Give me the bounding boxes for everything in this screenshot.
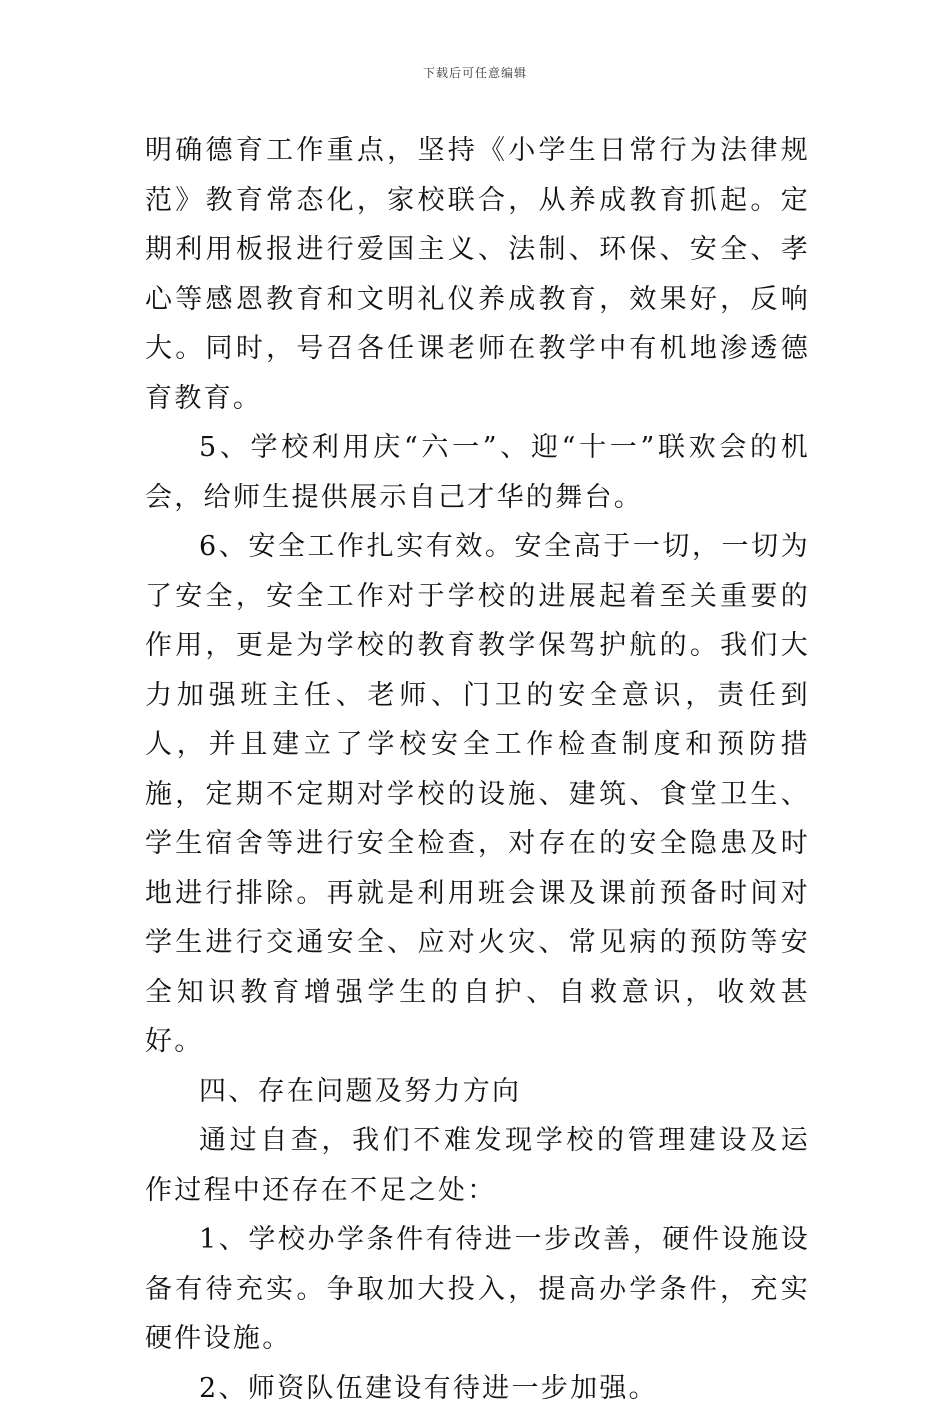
section-heading-problems: 四、存在问题及努力方向 <box>145 1067 810 1117</box>
paragraph-self-inspection: 通过自查，我们不难发现学校的管理建设及运作过程中还存在不足之处： <box>145 1116 810 1215</box>
paragraph-moral-education: 明确德育工作重点，坚持《小学生日常行为法律规范》教育常态化，家校联合，从养成教育抓起。定期利用板报进行爱国主义、法制、环保、安全、孝心等感恩教育和文明礼仪养成教育，效果好，反响大。同时，号召各任课老师在教学中有机地渗透德育教育。 <box>145 126 810 423</box>
document-body <box>145 126 810 1413</box>
page-header: 下载后可任意编辑 <box>0 64 950 81</box>
paragraph-item-1-conditions: 1、学校办学条件有待进一步改善，硬件设施设备有待充实。争取加大投入，提高办学条件，充实硬件设施。 <box>145 1215 810 1364</box>
paragraph-item-6-safety: 6、安全工作扎实有效。安全高于一切，一切为了安全，安全工作对于学校的进展起着至关重要的作用，更是为学校的教育教学保驾护航的。我们大力加强班主任、老师、门卫的安全意识，责任到人，并且建立了学校安全工作检查制度和预防措施，定期不定期对学校的设施、建筑、食堂卫生、学生宿舍等进行安全检查，对存在的安全隐患及时地进行排除。再就是利用班会课及课前预备时间对学生进行交通安全、应对火灾、常见病的预防等安全知识教育增强学生的自护、自救意识，收效甚好。 <box>145 522 810 1067</box>
paragraph-item-5-performances: 5、学校利用庆“六一”、迎“十一”联欢会的机会，给师生提供展示自己才华的舞台。 <box>145 423 810 522</box>
paragraph-item-2-teachers: 2、师资队伍建设有待进一步加强。 <box>145 1364 810 1413</box>
